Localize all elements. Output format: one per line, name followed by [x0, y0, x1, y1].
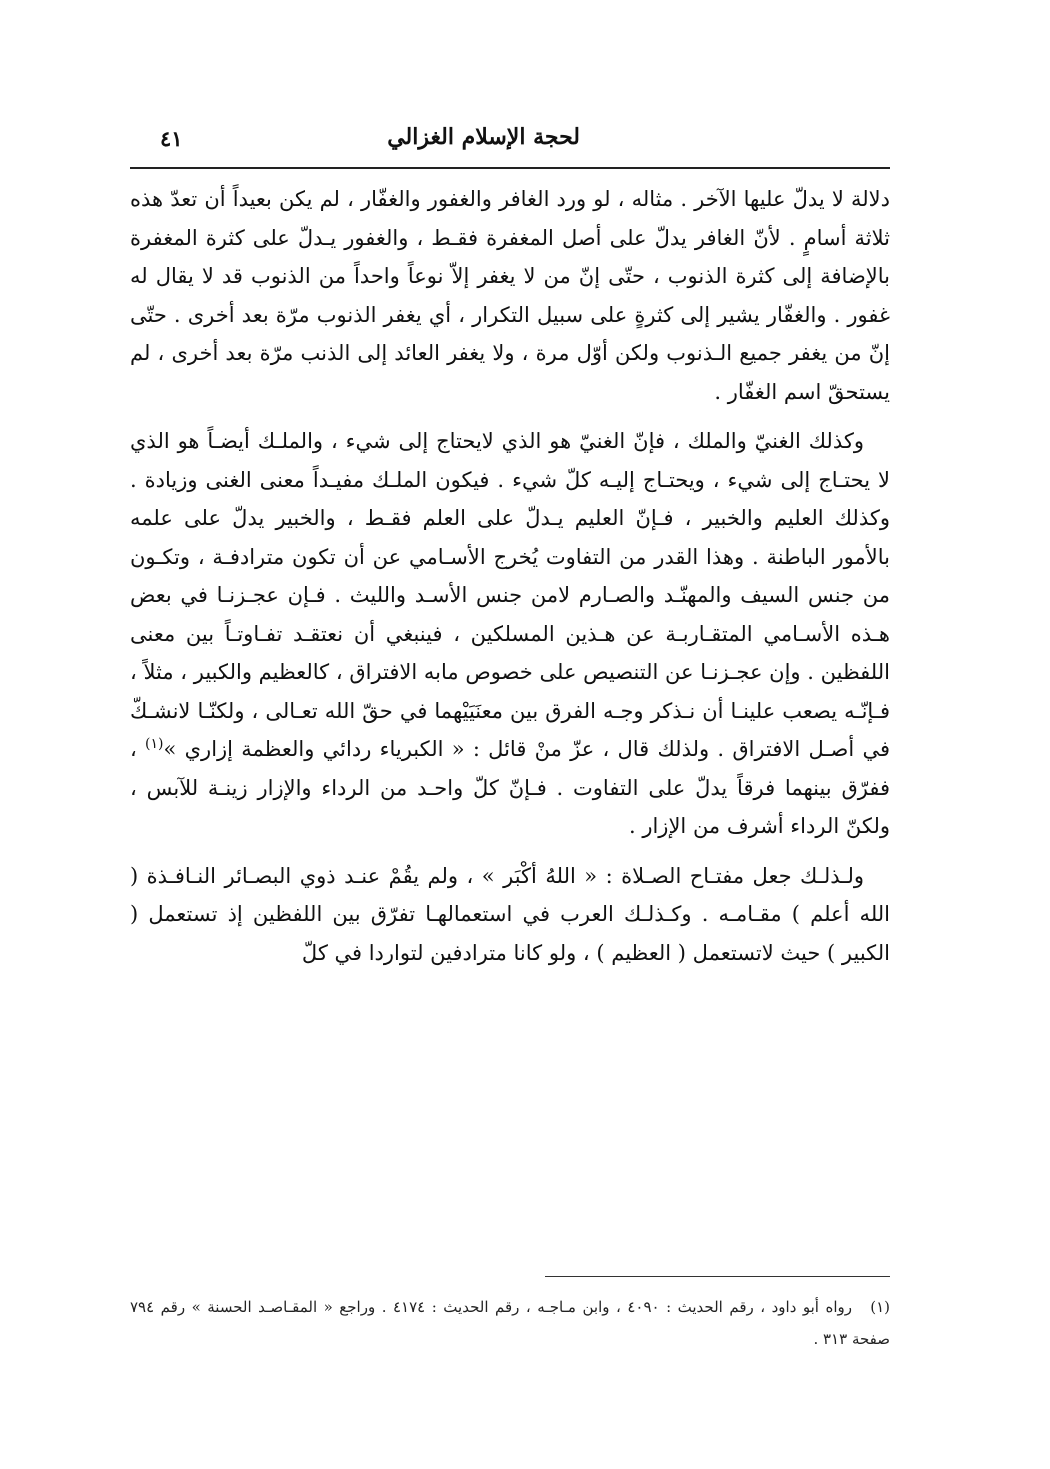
- page-number: ٤١: [160, 126, 183, 151]
- header-divider: [130, 167, 890, 169]
- footnote-reference-marker: (١): [145, 736, 164, 752]
- footnote-number: (١): [870, 1298, 890, 1316]
- paragraph-2-text-b: ، ففرّق بينهما فرقاً يدلّ على التفاوت . فـإنّ كلّ واحـد من الرداء والإزار زينـة للآبس ، ولكنّ الرداء أشرف من الإزار .: [130, 737, 890, 838]
- paragraph-3: ولـذلـك جعل مفتـاح الصـلاة : « اللهُ أكْبَر » ، ولم يقُمْ عنـد ذوي البصـائر النـافـذة ( الله أعلم ) مقـامـه . وكـذلـك العرب في استعمالهـا تفرّق بين اللفظين إذ تستعمل ( الكبير ) حيث لاتستعمل ( العظيم ) ، ولو كانا مترادفين لتواردا في كلّ: [130, 863, 890, 965]
- main-text: [130, 180, 890, 972]
- page-header: [130, 110, 890, 160]
- footnote-text: رواه أبو داود ، رقم الحديث : ٤٠٩٠ ، وابن مـاجـه ، رقم الحديث : ٤١٧٤ . وراجع « المقـاصـد الحسنة » رقم ٧٩٤ صفحة ٣١٣ .: [130, 1298, 890, 1348]
- paragraph-2: [130, 422, 890, 846]
- footnote-divider: [545, 1276, 890, 1277]
- running-title: لحجة الإسلام الغزالي: [387, 124, 580, 150]
- paragraph-1: دلالة لا يدلّ عليها الآخر . مثاله ، لو ورد الغافر والغفور والغفّار ، لم يكن بعيداً أن تعدّ هذه ثلاثة أسامٍ . لأنّ الغافر يدلّ على أصل المغفرة فقـط ، والغفور يـدلّ على كثرة المغفرة بالإضافة إلى كثرة الذنوب ، حتّى إنّ من لا يغفر إلاّ نوعاً واحداً من الذنوب قد لا يقال له غفور . والغفّار يشير إلى كثرةٍ على سبيل التكرار ، أي يغفر الذنوب مرّة بعد أخرى . حتّى إنّ من يغفر جميع الـذنوب ولكن أوّل مرة ، ولا يغفر العائد إلى الذنب مرّة بعد أخرى ، لم يستحقّ اسم الغفّار .: [130, 187, 890, 404]
- footnote: [130, 1291, 890, 1355]
- paragraph-2-text-a: وكذلك الغنيّ والملك ، فإنّ الغنيّ هو الذي لايحتاج إلى شيء ، والملـك أيضـاً هو الذي لا يحتـاج إلى شيء ، ويحتـاج إليـه كلّ شيء . فيكون الملـك مفيـداً معنى الغنى وزيادة . وكذلك العليم والخبير ، فـإنّ العليم يـدلّ على العلم فقـط ، والخبير يدلّ على علمه بالأمور الباطنة . وهذا القدر من التفاوت يُخرج الأسـامي عن أن تكون مترادفـة ، وتكـون من جنس السيف والمهنّـد والصـارم لامن جنس الأسـد والليث . فـإن عجـزنـا في بعض هـذه الأسـامي المتقـاربـة عن هـذين المسلكين ، فينبغي أن نعتقـد تفـاوتـاً بين معنى اللفظين . وإن عجـزنـا عن التنصيص على خصوص مابه الافتراق ، كالعظيم والكبير ، مثلاً ، فـإنّـه يصعب علينـا أن نـذكر وجـه الفرق بين معنَيَيْهما في حقّ الله تعـالى ، ولكنّـا لانشـكّ في أصـل الافتراق . ولذلك قال ، عزّ منْ قائل : « الكبرياء ردائي والعظمة إزاري »: [130, 429, 891, 761]
